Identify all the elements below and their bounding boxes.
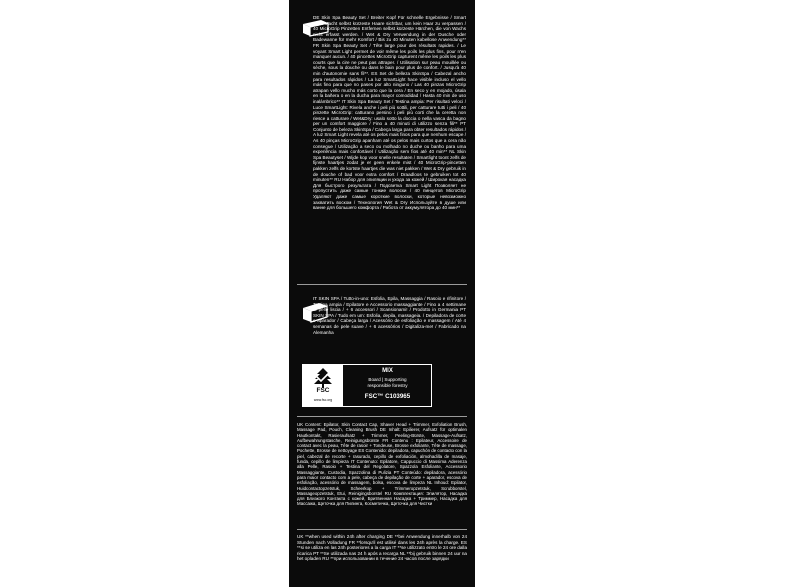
product-description-multilingual: DE Skin Spa Beauty Set / Breiter Kopf Für schnelle Ergebnisse / Smart Light Macht selbst kürzeste Haare sichtbar, um kein Haar zu verpassen / 40 MicroGrip Pinzetten Entfernen selbst kürzeste Härchen, die von Wachs nicht erfasst werden. / Wet & Dry Verwendung in der Dusche oder Badewanne für mehr Komfort / Bis zu 40 Minuten kabellose Anwendung** FR Skin Spa Beauty Set / Tête large pour des résultats rapides. / Le voyant Smart Light permet de voir même les poils les plus fins, pour n'en manquer aucun. / 40 pincettes MicroGrip capturent même les poils les plus courts que la cire ne peut pas attraper. / Utilisation sur peau mouillée ou sèche, sous la douche ou dans le bain pour plus de confort. / Jusqu'à 40 min d'autonomie sans fil**. ES Set de belleza SkinSpa / Cabezal ancho para resultados rápidos / La luz SmartLight hace visible incluso el vello más fino para que no pases por alto ninguno / Las 40 pinzas MicroGrip atrapan vello mucho más corto que la cera / En seco y en mojado, úsala en la bañera o en la ducha para mayor comodidad / Hasta 40 min de uso inalámbrico** IT Skin Spa Beauty Set / Testina ampia: Per risultati veloci / Luce SmartLight: Rivela anche i peli più sottili, per catturare tutti i peli / 40 pinzette MicroGrip: catturano persino i peli più corti che la ceretta non riesce a catturare / Wet&Dry: usalo sotto la doccia o nella vasca da bagno per un comfort maggiore / Fino a 40 minuti di utilizzo senza fili** PT Conjunto de beleza SkinSpa / Cabeça larga para obter resultados rápidos / A luz Smart Light revela até os pelos mais finos para que nenhum escape / As 40 pinças MicroGrip apanham até os pelos mais curtos que a cera não consegue / Utilização a seco ou molhado no duche ou banho para uma experiência mais confortável / Utilização sem fios até 40 min** NL Skin Spa Beautyset / Wijde kop voor snelle resultaten / Smartlight toont zelfs de fijnste haartjes zodat je er geen enkele mist / 40 MicroGrip-pincetten pakken zelfs de kortste haartjes die was niet pakken / Wet & Dry gebruik in de douche of bad voor extra comfort / Draadloos te gebruiken tot 40 minuten** RU Набор для эпиляции и ухода за кожей / Широкая насадка Для быстрого результата / Подсветка Smart Light Позволяет не пропустить даже самые тонкие волоски / 40 пинцетов MicroGrip Удаляют даже самые короткие волоски, которые невозможно захватить воском / Технология Wet & Dry Используйте в душе или ванне для большего комфорта / Работа от аккумулятора до 40 мин**	[313, 15, 466, 211]
divider	[297, 284, 467, 285]
fsc-logo	[303, 365, 344, 406]
divider	[297, 416, 467, 417]
packaging-panel	[289, 0, 475, 587]
fsc-mix: MIX	[382, 368, 393, 374]
fsc-line-1: Board | Supporting	[368, 377, 407, 382]
fsc-logo-word: FSC	[316, 387, 330, 394]
footnote-multilingual: UK **when used within 24h after charging DE **bei Anwendung innerhalb von 24 Stunden nach Volladung FR **lorsqu'il est utilisé dans les 24h après la charge. ES **si se utiliza en las 24h posteriores a la carga IT **se utilizzato entro le 24 ore dalla ricarica PT **Se utilizada nas 24 h após a recarga NL **bij gebruik binnen 24 uur na het opladen RU **при использовании в течение 24 часов после зарядки	[297, 534, 467, 562]
fsc-label	[302, 364, 432, 407]
divider	[297, 529, 467, 530]
product-features-it-pt: IT SKIN SPA / Tutto-in-uno: Esfolia, Epila, Massaggia / Rasoio e rifinitore / Testina ampia / Epilatore e Accessorio massaggiante / Fino a 4 settimane di pelle liscia / + 6 accessori / Scansionami! / Prodotto in Germania PT SKIN SPA / Tudo em um: Esfolia, depila, massageia. / Depiladora de corte e aparador / Cabeça larga / Acessório de esfoliação e massagem / Até 4 semanas de pele suave / + 6 acessórios / Digitaliza-me! / Fabricado na Alemanha	[313, 296, 466, 335]
fsc-info	[344, 365, 431, 406]
package-contents-multilingual: UK Content: Epilator, Skin Contact Cap, Shaver Head + Trimmer, Exfoliation Brush, Massage Pad, Pouch, Cleaning Brush DE Inhalt: Epilierer, Aufsatz für optimalen Hautkontakt, Rasieraufsatz + Trimmer, Peeling-Bürste, Massage-Aufsatz, Aufbewahrungstasche, Reinigungsbürste FR Contenu : Epilateur, Accessoire de contact avec la peau, Tête de rasoir + Tondeuse, Brosse exfoliante, Tête de massage, Pochette, Brosse de nettoyage ES Contenido: depiladora, capuchón de contacto con la piel, cabezal de recorte + rasurado, cepillo de exfoliación, almohadilla de masaje, funda, cepillo de limpieza IT Contenuto: Epilatore, Cappuccio di Massima Aderenza alla Pelle, Rasoio + Testina del Regolatore, Spazzola Esfoliante, Accessorio Massaggiante, Custodia, Spazzolina di Pulizia PT Conteúdo: depiladora, acessório para maior contacto com a pele, cabeça de depilação de corte + aparador, escova de esfoliação, acessório de massagem, bolsa, escova de limpeza NL Inhoud: Epilator, Huidcontactopzetstuk, Scheerkop + Trimmeropzetstuk, Scrubborstel, Massageopzetstuk, Etui, Reinigingsborstel RU Комплектация: Эпилятор, Насадка для Близкого Контакта с кожей, Бритвенная Насадка + Триммер, Насадка для Массажа, Щеточка для Пилинга, Косметичка, Щеточка для Чистки	[297, 422, 467, 507]
fsc-line-2: responsible forestry	[367, 383, 408, 388]
fsc-license-code: FSC™ C103965	[364, 393, 411, 400]
fsc-url: www.fsc.org	[313, 398, 333, 402]
